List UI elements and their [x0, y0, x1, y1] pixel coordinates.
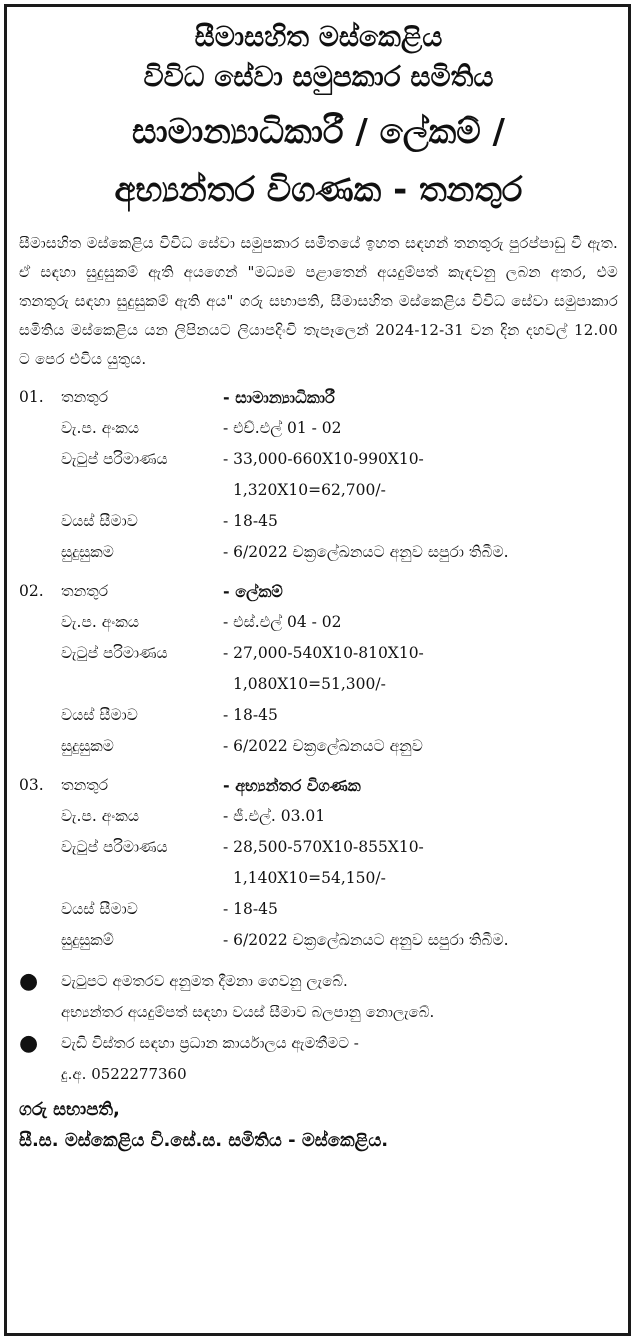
detail-value-line: 1,140X10=54,150/- [233, 869, 386, 887]
detail-value: - එස්.එල් 04 - 02 [223, 613, 342, 631]
post-title: - සාමාන්‍යාධිකාරී [223, 388, 335, 407]
detail-row-salary-scale [19, 832, 618, 894]
signature-block [19, 1094, 618, 1156]
detail-value: - 18-45 [223, 512, 278, 530]
detail-row-qualification [19, 731, 618, 762]
detail-value: - 18-45 [223, 900, 278, 918]
detail-row-qualification [19, 537, 618, 568]
vacancy-number: 03. [19, 776, 44, 794]
note-line: වැඩි විස්තර සඳහා ප්‍රධාන කාර්යාලය ඇමතීමට - [61, 1034, 359, 1052]
detail-value-line: - 28,500-570X10-855X10- [223, 838, 424, 856]
note-text [61, 966, 618, 1028]
detail-value: - 6/2022 චක්‍රලේඛනයට අනුව [223, 737, 423, 755]
detail-row-qualification [19, 925, 618, 956]
note-item [19, 1028, 618, 1090]
post-label: තනතුර [61, 776, 109, 794]
detail-row-age-limit [19, 506, 618, 537]
note-line: අභ්‍යන්තර අයදුම්පත් සඳහා වයස් සීමාව බලපානු නොලැබේ. [61, 1003, 435, 1021]
detail-label: වයස් සීමාව [61, 706, 138, 724]
detail-label: වයස් සීමාව [61, 512, 138, 530]
detail-value [223, 444, 618, 506]
post-title: - අභ්‍යන්තර විගණක [223, 776, 361, 795]
detail-row-salary-code [19, 413, 618, 444]
detail-value [223, 832, 618, 894]
detail-label: වැ.ප. අංකය [61, 613, 139, 631]
detail-value-line: - 27,000-540X10-810X10- [223, 644, 424, 662]
bullet-icon: ● [19, 1031, 39, 1056]
signature-organization: සී.ස. මස්කෙළිය වි.සේ.ස. සමිතිය - මස්කෙළිය. [19, 1130, 389, 1151]
detail-label: වැ.ප. අංකය [61, 807, 139, 825]
note-item [19, 966, 618, 1028]
note-line: දු.අ. 0522277360 [61, 1065, 187, 1083]
detail-label: වැටුප් පරිමාණය [61, 450, 168, 468]
detail-row-age-limit [19, 700, 618, 731]
vacancy-3 [19, 770, 618, 956]
post-title: - ලේකම් [223, 582, 283, 601]
detail-label: සුදුසුකම [61, 737, 114, 755]
detail-label: සුදුසුකම් [61, 931, 114, 949]
detail-label: සුදුසුකම [61, 543, 114, 561]
vacancy-post-row [19, 576, 618, 607]
detail-value: - එච්.එල් 01 - 02 [223, 419, 342, 437]
notes-list [19, 966, 618, 1090]
detail-value: - 6/2022 චක්‍රලේඛනයට අනුව සපුරා තිබීම. [223, 543, 509, 561]
detail-label: වැ.ප. අංකය [61, 419, 139, 437]
detail-row-age-limit [19, 894, 618, 925]
posts-heading-line-1: සාමාන්‍යාධිකාරී / ලේකම් / [132, 112, 505, 152]
signature-title: ගරු සභාපති, [19, 1099, 120, 1120]
detail-value [223, 638, 618, 700]
detail-row-salary-scale [19, 638, 618, 700]
vacancy-number: 02. [19, 582, 44, 600]
bullet-icon: ● [19, 969, 39, 994]
detail-label: වයස් සීමාව [61, 900, 138, 918]
detail-value-line: 1,320X10=62,700/- [233, 481, 386, 499]
post-label: තනතුර [61, 388, 109, 406]
detail-row-salary-code [19, 801, 618, 832]
intro-paragraph: සීමාසහිත මස්කෙළිය විවිධ සේවා සමුපකාර සමිතයේ ඉහත සඳහන් තනතුරු පුරප්පාඩු වී ඇත. ඒ සඳහා සුදුසුකම් ඇති අයගෙන් "මධ්‍යම පළාතෙන් අයදුම්පත් කැඳවනු ලබන අතර, එම තනතුරු සඳහා සුදුසුකම් ඇති අය" ගරු සභාපති, සීමාසහිත මස්කෙළිය විවිධ සේවා සමුපාකාර සමිතිය මස්කෙළිය යන ලිපිනයට ලියාපදිංචි තැපෑලෙන් 2024-12-31 වන දින දහවල් 12.00 ට පෙර එවිය යුතුය. [19, 234, 618, 368]
detail-row-salary-code [19, 607, 618, 638]
vacancy-advertisement [4, 4, 631, 1336]
note-line: වැටුපට අමතරව අනුමත දීමනා ගෙවනු ලැබේ. [61, 972, 348, 990]
posts-heading-line-2: අභ්‍යන්තර විගණක - තනතුර [114, 170, 523, 210]
organization-name [19, 17, 618, 97]
detail-label: වැටුප් පරිමාණය [61, 644, 168, 662]
org-name-line-1: සීමාසහිත මස්කෙළිය [194, 20, 443, 53]
detail-value-line: - 33,000-660X10-990X10- [223, 450, 424, 468]
detail-label: වැටුප් පරිමාණය [61, 838, 168, 856]
posts-heading [19, 103, 618, 219]
detail-value: - ජී.එල්. 03.01 [223, 807, 326, 825]
note-text [61, 1028, 618, 1090]
vacancy-post-row [19, 382, 618, 413]
vacancy-2 [19, 576, 618, 762]
vacancy-1 [19, 382, 618, 568]
org-name-line-2: විවිධ සේවා සමුපකාර සමිතිය [143, 60, 494, 93]
detail-value: - 18-45 [223, 706, 278, 724]
vacancy-post-row [19, 770, 618, 801]
detail-value: - 6/2022 චක්‍රලේඛනයට අනුව සපුරා තිබීම. [223, 931, 509, 949]
vacancy-number: 01. [19, 388, 44, 406]
detail-value-line: 1,080X10=51,300/- [233, 675, 386, 693]
detail-row-salary-scale [19, 444, 618, 506]
post-label: තනතුර [61, 582, 109, 600]
